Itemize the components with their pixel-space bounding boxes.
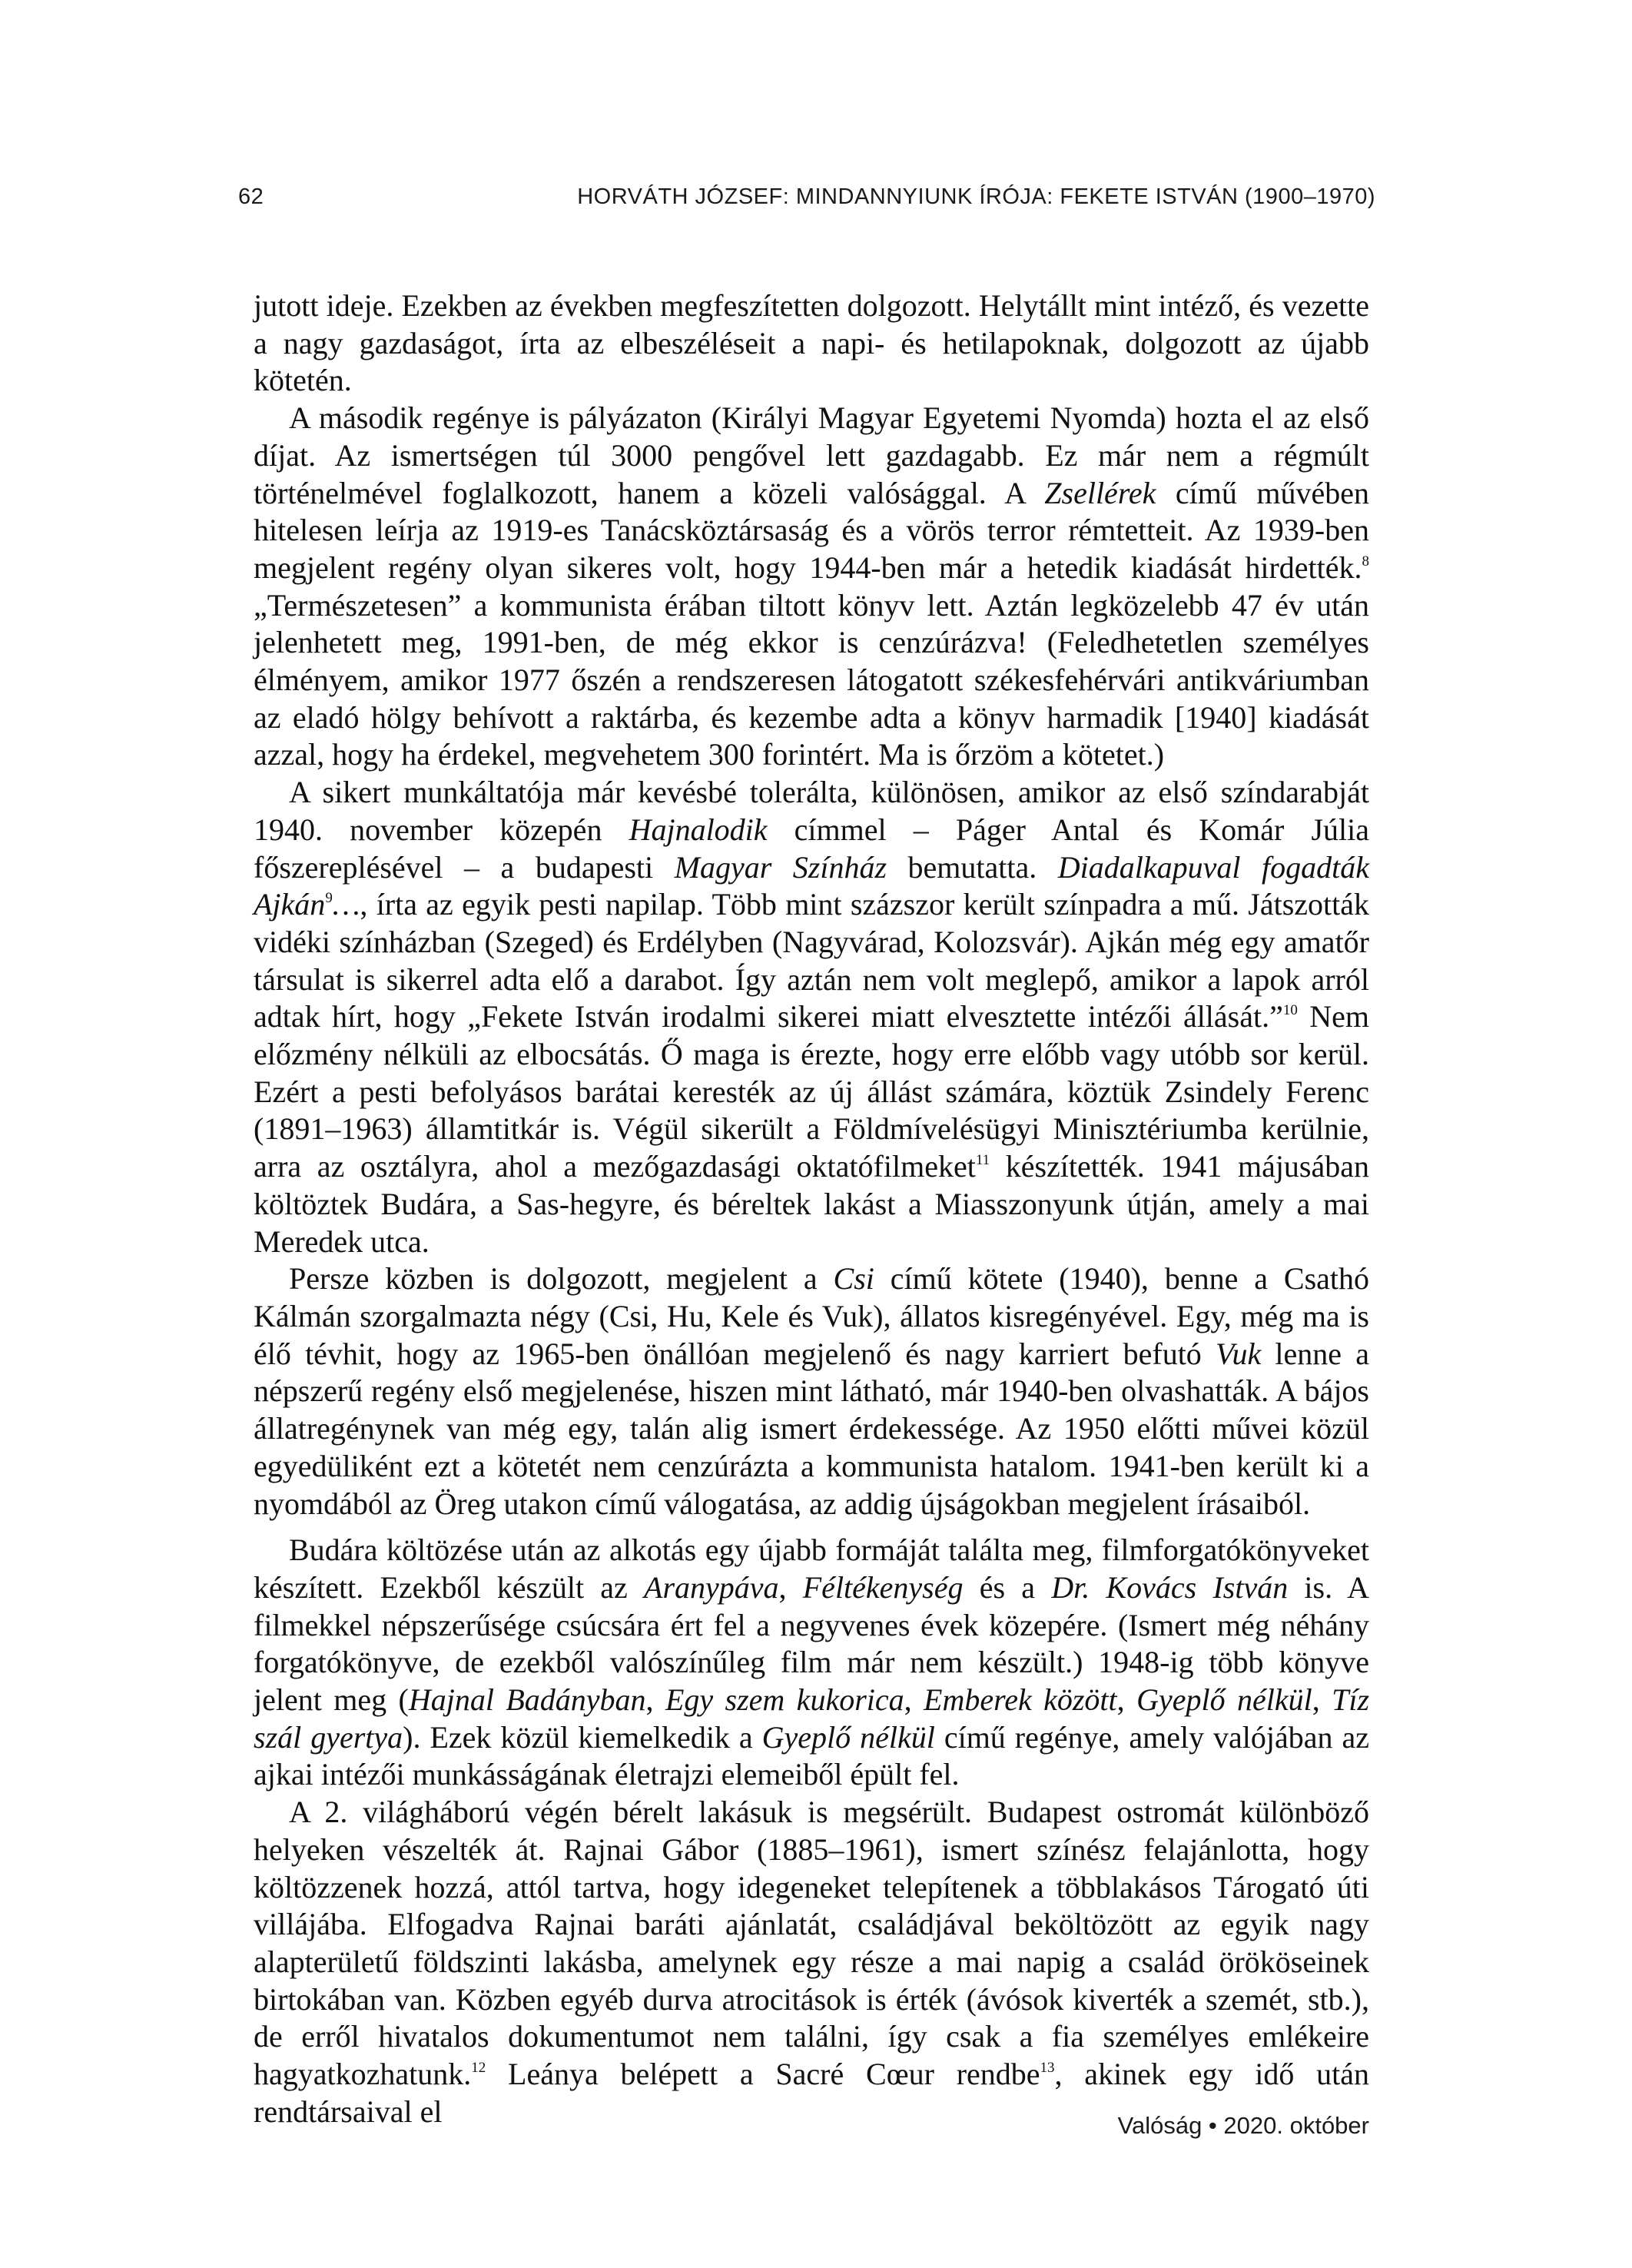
text-run: A 2. világháború végén bérelt lakásuk is megsérült. Budapest ostromát különböző helyeken vészelték át. Rajnai Gábor (1885–1961), ismert színész felajánlotta, hogy költözzenek hozzá, attól tartva, hogy idegeneket telepítenek a többlakásos Tárogató úti villájába. Elfogadva Rajnai baráti ajánlatát, családjával beköltözött az egyik nagy alapterületű földszinti lakásba, amelynek egy része a mai napig a család örököseinek birtokában van. Közben egyéb durva atrocitások is érték (ávósok kiverték a szemét, stb.), de erről hivatalos dokumentumot nem találni, így csak a fia személyes emlékeire hagyatkozhatunk. <box>254 1795 1369 2092</box>
text-run: jutott ideje. Ezekben az években megfeszítetten dolgozott. Helytállt mint intéző, és vezette a nagy gazdaságot, írta az elbeszéléseit a napi- és hetilapoknak, dolgozott az újabb kötetén. <box>254 288 1369 398</box>
text-run: Persze közben is dolgozott, megjelent a <box>289 1261 834 1297</box>
text-run: , írta az egyik pesti napilap. Több mint százszor került színpadra a mű. Játszották vidéki színházban (Szeged) és Erdélyben (Nagyvárad, Kolozsvár). Ajkán még egy amatőr társulat is sikerrel adta elő a darabot. Így aztán nem volt meglepő, amikor a lapok arról adtak hírt, hogy „Fekete István irodalmi sikerei miatt elvesztette intézői állását.” <box>254 887 1369 1034</box>
footnote-ref: 9 <box>325 890 333 907</box>
text-run: ). Ezek közül kiemelkedik a <box>403 1719 762 1755</box>
text-run: című művében hitelesen leírja az 1919-es Tanácsköztársaság és a vörös terror rémtetteit. Az 1939-ben megjelent regény olyan sikeres volt, hogy 1944-ben már a hetedik kiadását hirdették. <box>254 475 1369 585</box>
text-run: lenne a népszerű regény első megjelenése, hiszen mint látható, már 1940-ben olvashatták. A bájos állatregénynek van még egy, talán alig ismert érdekessége. Az 1950 előtti művei közül egyedüliként ezt a kötetét nem cenzúrázta a kommunista hatalom. 1941-ben került ki a nyomdából az Öreg utakon című válogatása, az addig újságokban megjelent írásaiból. <box>254 1336 1370 1521</box>
footnote-ref: 8 <box>1362 553 1369 569</box>
text-run: , <box>1312 1682 1332 1718</box>
text-run: Nem előzmény nélküli az elbocsátás. Ő maga is érezte, hogy erre előbb vagy utóbb sor kerül. Ezért a pesti befolyásos barátai keresték az új állást számára, köztük Zsindely Ferenc (1891–1963) államtitkár is. Végül sikerült a Földmívelésügyi Minisztériumba kerülnie, arra az osztályra, ahol a mezőgazdasági oktatófilmeket <box>254 999 1369 1184</box>
italic-title: Diadalkapuval fogadták Ajkán <box>254 849 1370 922</box>
paragraph <box>254 1260 1369 1523</box>
running-title: HORVÁTH JÓZSEF: MINDANNYIUNK ÍRÓJA: FEKETE ISTVÁN (1900–1970) <box>577 184 1375 209</box>
paragraph <box>254 1532 1369 1794</box>
footnote-ref: 10 <box>1282 1002 1298 1019</box>
italic-title: Emberek között <box>924 1682 1117 1718</box>
italic-title: Hajnal Badányban <box>408 1682 646 1718</box>
running-header <box>238 184 1375 210</box>
italic-title: Vuk <box>1216 1336 1262 1371</box>
page-footer: Valóság • 2020. október <box>1117 2112 1369 2139</box>
italic-title: … <box>332 887 360 922</box>
text-run: , <box>645 1682 665 1718</box>
paragraph <box>254 400 1369 774</box>
text-run: készítették. 1941 májusában költöztek Budára, a Sas-hegyre, és béreltek lakást a Miasszonyunk útján, amely a mai Meredek utca. <box>254 1149 1370 1259</box>
italic-title: Gyeplő nélkül <box>1136 1682 1312 1718</box>
text-run: című regénye, amely valójában az ajkai intézői munkásságának életrajzi elemeiből épült fel. <box>254 1719 1370 1792</box>
italic-title: Aranypáva <box>644 1569 779 1605</box>
text-run: , <box>778 1569 803 1605</box>
italic-title: Dr. Kovács István <box>1051 1569 1289 1605</box>
italic-title: Féltékenység <box>802 1569 964 1605</box>
text-run: A sikert munkáltatója már kevésbé tolerálta, különösen, amikor az első színdarabját 1940. november közepén <box>254 775 1369 847</box>
text-run: A második regénye is pályázaton (Királyi Magyar Egyetemi Nyomda) hozta el az első díjat. Az ismertségen túl 3000 pengővel lett gazdagabb. Ez már nem a régmúlt történelmével foglalkozott, hanem a közeli valósággal. A <box>254 400 1369 510</box>
italic-title: Egy szem kukorica <box>665 1682 904 1718</box>
paragraph <box>254 1794 1369 2130</box>
text-run: Budára költözése után az alkotás egy újabb formáját találta meg, filmforgatókönyveket készített. Ezekből készült az <box>254 1532 1369 1605</box>
italic-title: Hajnalodik <box>629 812 768 847</box>
text-run: címmel – Páger Antal és Komár Júlia főszereplésével – a budapesti <box>254 812 1370 885</box>
text-run: Leánya belépett a Sacré Cœur rendbe <box>486 2057 1040 2092</box>
text-run: című kötete (1940), benne a Csathó Kálmán szorgalmazta négy (Csi, Hu, Kele és Vuk), állatos kisregényével. Egy, még ma is élő tévhit, hogy az 1965-ben önállóan megjelenő és nagy karriert befutó <box>254 1261 1369 1371</box>
body-text <box>254 287 1369 2130</box>
text-run: is. A filmekkel népszerűsége csúcsára ért fel a negyvenes évek közepére. (Ismert még néhány forgatókönyve, de ezekből valószínűleg film már nem készült.) 1948-ig több könyve jelent meg ( <box>254 1569 1369 1718</box>
italic-title: Csi <box>833 1261 874 1297</box>
italic-title: Magyar Színház <box>674 849 887 885</box>
text-run: , <box>1116 1682 1137 1718</box>
text-run: , akinek egy idő után rendtársaival el <box>254 2057 1370 2129</box>
footnote-ref: 12 <box>471 2060 486 2077</box>
footnote-ref: 13 <box>1040 2060 1055 2077</box>
italic-title: Tíz szál gyertya <box>254 1682 1370 1755</box>
paragraph <box>254 287 1369 400</box>
italic-title: Zsellérek <box>1044 475 1156 510</box>
page-number: 62 <box>238 184 264 209</box>
footnote-ref: 11 <box>975 1152 990 1169</box>
paragraph <box>254 774 1369 1260</box>
text-run: és a <box>963 1569 1052 1605</box>
text-run: , <box>904 1682 924 1718</box>
text-run: bemutatta. <box>887 849 1058 885</box>
text-run: „Természetesen” a kommunista érában tiltott könyv lett. Aztán legközelebb 47 év után jelenhetett meg, 1991-ben, de még ekkor is cenzúrázva! (Feledhetetlen személyes élményem, amikor 1977 őszén a rendszeresen látogatott székesfehérvári antikváriumban az eladó hölgy behívott a raktárba, és kezembe adta a könyv harmadik [1940] kiadását azzal, hogy ha érdekel, megvehetem 300 forintért. Ma is őrzöm a kötetet.) <box>254 587 1369 772</box>
italic-title: Gyeplő nélkül <box>761 1719 935 1755</box>
